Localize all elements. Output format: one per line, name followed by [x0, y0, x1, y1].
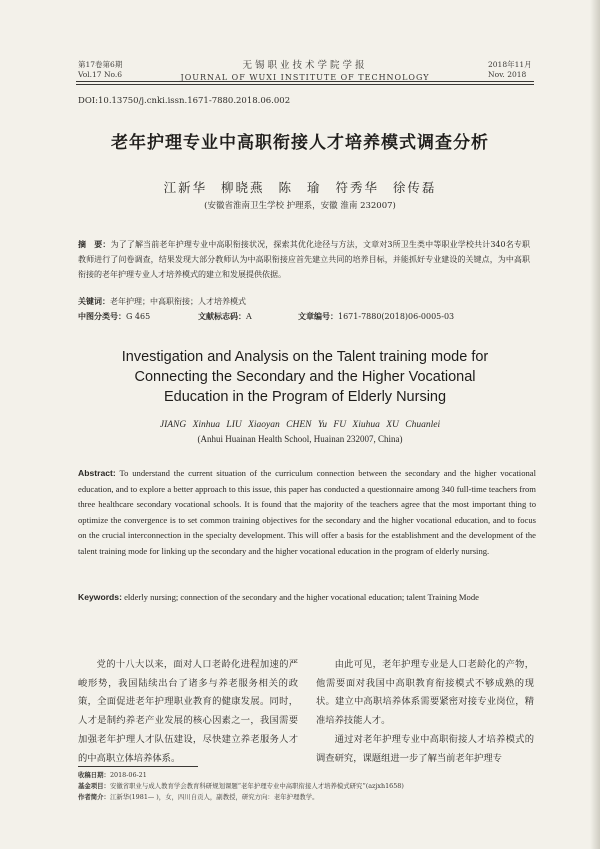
doi: DOI:10.13750/j.cnki.issn.1671-7880.2018.06.002 [78, 96, 291, 106]
article-number-value: 1671-7880(2018)06-0005-03 [338, 312, 455, 321]
volume-cn: 第17卷第6期 [78, 60, 123, 69]
footnote-fund-label: 基金项目： [78, 782, 110, 790]
footnote-rule [78, 766, 198, 767]
header-rule [76, 81, 534, 82]
keywords-en-text: elderly nursing; connection of the secondary and the higher vocational education; talent Training Mode [124, 592, 479, 602]
keywords-cn-label: 关键词： [78, 297, 110, 306]
title-en-line: Education in the Program of Elderly Nursing [163, 389, 447, 405]
abstract-en [78, 466, 536, 560]
keywords-en [78, 590, 536, 606]
article-number [298, 311, 454, 322]
footnote-received-label: 收稿日期： [78, 771, 110, 779]
title-cn: 老年护理专业中高职衔接人才培养模式调查分析 [111, 133, 489, 153]
footnote-fund-value: 安徽省职业与成人教育学会教育科研规划课题“老年护理专业中高职衔接人才培养模式研究”(azjxh1658) [109, 782, 404, 790]
journal-name-cn: 无锡职业技术学院学报 [242, 60, 368, 71]
abstract-en-label: Abstract: [78, 468, 116, 478]
abstract-cn-text: 为了了解当前老年护理专业中高职衔接状况，探索其优化途径与方法，文章对3所卫生类中等职业学校共计340名专职教师进行了问卷调查，结果发现大部分教师认为中高职衔接应首先建立共同的培养目标，并能抓好专业建设的关键点，为中高职衔接的老年护理专业人才培养模式的建立和发展提供依据。 [78, 240, 531, 279]
article-number-label: 文章编号： [298, 312, 338, 321]
keywords-cn [78, 296, 246, 307]
footnote-author-label: 作者简介： [78, 793, 110, 801]
journal-name [150, 57, 460, 82]
keywords-en-label: Keywords: [78, 592, 122, 602]
issue-date-cn: 2018年11月 [488, 60, 532, 69]
abstract-cn [78, 237, 530, 282]
body-paragraph: 通过对老年护理专业中高职衔接人才培养模式的调查研究，课题组进一步了解当前老年护理专 [316, 733, 534, 764]
issue-date [488, 60, 532, 80]
footnotes [78, 770, 534, 803]
keywords-cn-text: 老年护理；中高职衔接；人才培养模式 [110, 297, 246, 306]
clc-number [78, 311, 150, 322]
body-column-left [78, 656, 298, 768]
body-paragraph: 由此可见，老年护理专业是人口老龄化的产物，他需要面对我国中高职教育衔接模式不够成熟的现状。建立中高职培养体系需要紧密对接专业岗位，精准培养技能人才。 [316, 659, 534, 727]
authors-cn: 江新华 柳晓燕 陈 瑜 符秀华 徐传磊 [163, 180, 437, 195]
affiliation-cn: (安徽省淮南卫生学校 护理系，安徽 淮南 232007) [204, 201, 396, 211]
body-paragraph: 党的十八大以来，面对人口老龄化进程加速的严峻形势，我国陆续出台了诸多与养老服务相关的政策，全面促进老年护理职业教育的健康发展。同时，人才是制约养老产业发展的核心因素之一，我国需要加强老年护理人才队伍建设，尽快建立养老服务人才的中高职立体培养体系。 [78, 659, 298, 764]
header-rule-thin [76, 84, 534, 85]
doc-code-label: 文献标志码： [198, 312, 246, 321]
footnote-author [78, 792, 534, 803]
clc-value: G 465 [126, 312, 151, 321]
footnote-received [78, 770, 534, 781]
volume-en: Vol.17 No.6 [78, 70, 123, 79]
abstract-en-text: To understand the current situation of the curriculum connection between the secondary and the higher vocational education, and to explore a better approach to this issue, this paper has conducted a questionnaire among 340 full-time teachers from three healthcare secondary vocational schools. It is found that the majority of the teachers agree that the most important thing to optimize the convergence is to set common training objectives for the secondary and the higher vocational education, and to focus on the crucial interconnection in the specialty development. This will offer a basis for the establishment and the development of the talent training mode for linking up the secondary and the higher vocational education in the program of elderly nursing. [78, 468, 536, 556]
footnote-author-value: 江新华(1981— )，女，四川自贡人，副教授，研究方向：老年护理教学。 [109, 793, 319, 801]
authors-en: JIANG Xinhua LIU Xiaoyan CHEN Yu FU Xiuhua XU Chuanlei [159, 420, 441, 430]
clc-label: 中图分类号： [78, 312, 126, 321]
volume-info [78, 60, 122, 80]
issue-date-en: Nov. 2018 [488, 70, 527, 79]
document-code [198, 311, 252, 322]
doc-code-value: A [246, 312, 252, 321]
journal-name-en: JOURNAL OF WUXI INSTITUTE OF TECHNOLOGY [180, 73, 430, 82]
body-column-right [316, 656, 534, 768]
title-en [70, 347, 540, 407]
footnote-fund [78, 781, 534, 792]
title-en-line: Connecting the Secondary and the Higher Vocational [134, 369, 476, 385]
footnote-received-value: 2018-06-21 [109, 771, 147, 779]
affiliation-en: (Anhui Huainan Health School, Huainan 232007, China) [197, 434, 403, 444]
title-en-line: Investigation and Analysis on the Talent training mode for [121, 349, 489, 365]
scan-shadow [590, 0, 600, 849]
abstract-cn-label: 摘 要： [78, 240, 111, 249]
